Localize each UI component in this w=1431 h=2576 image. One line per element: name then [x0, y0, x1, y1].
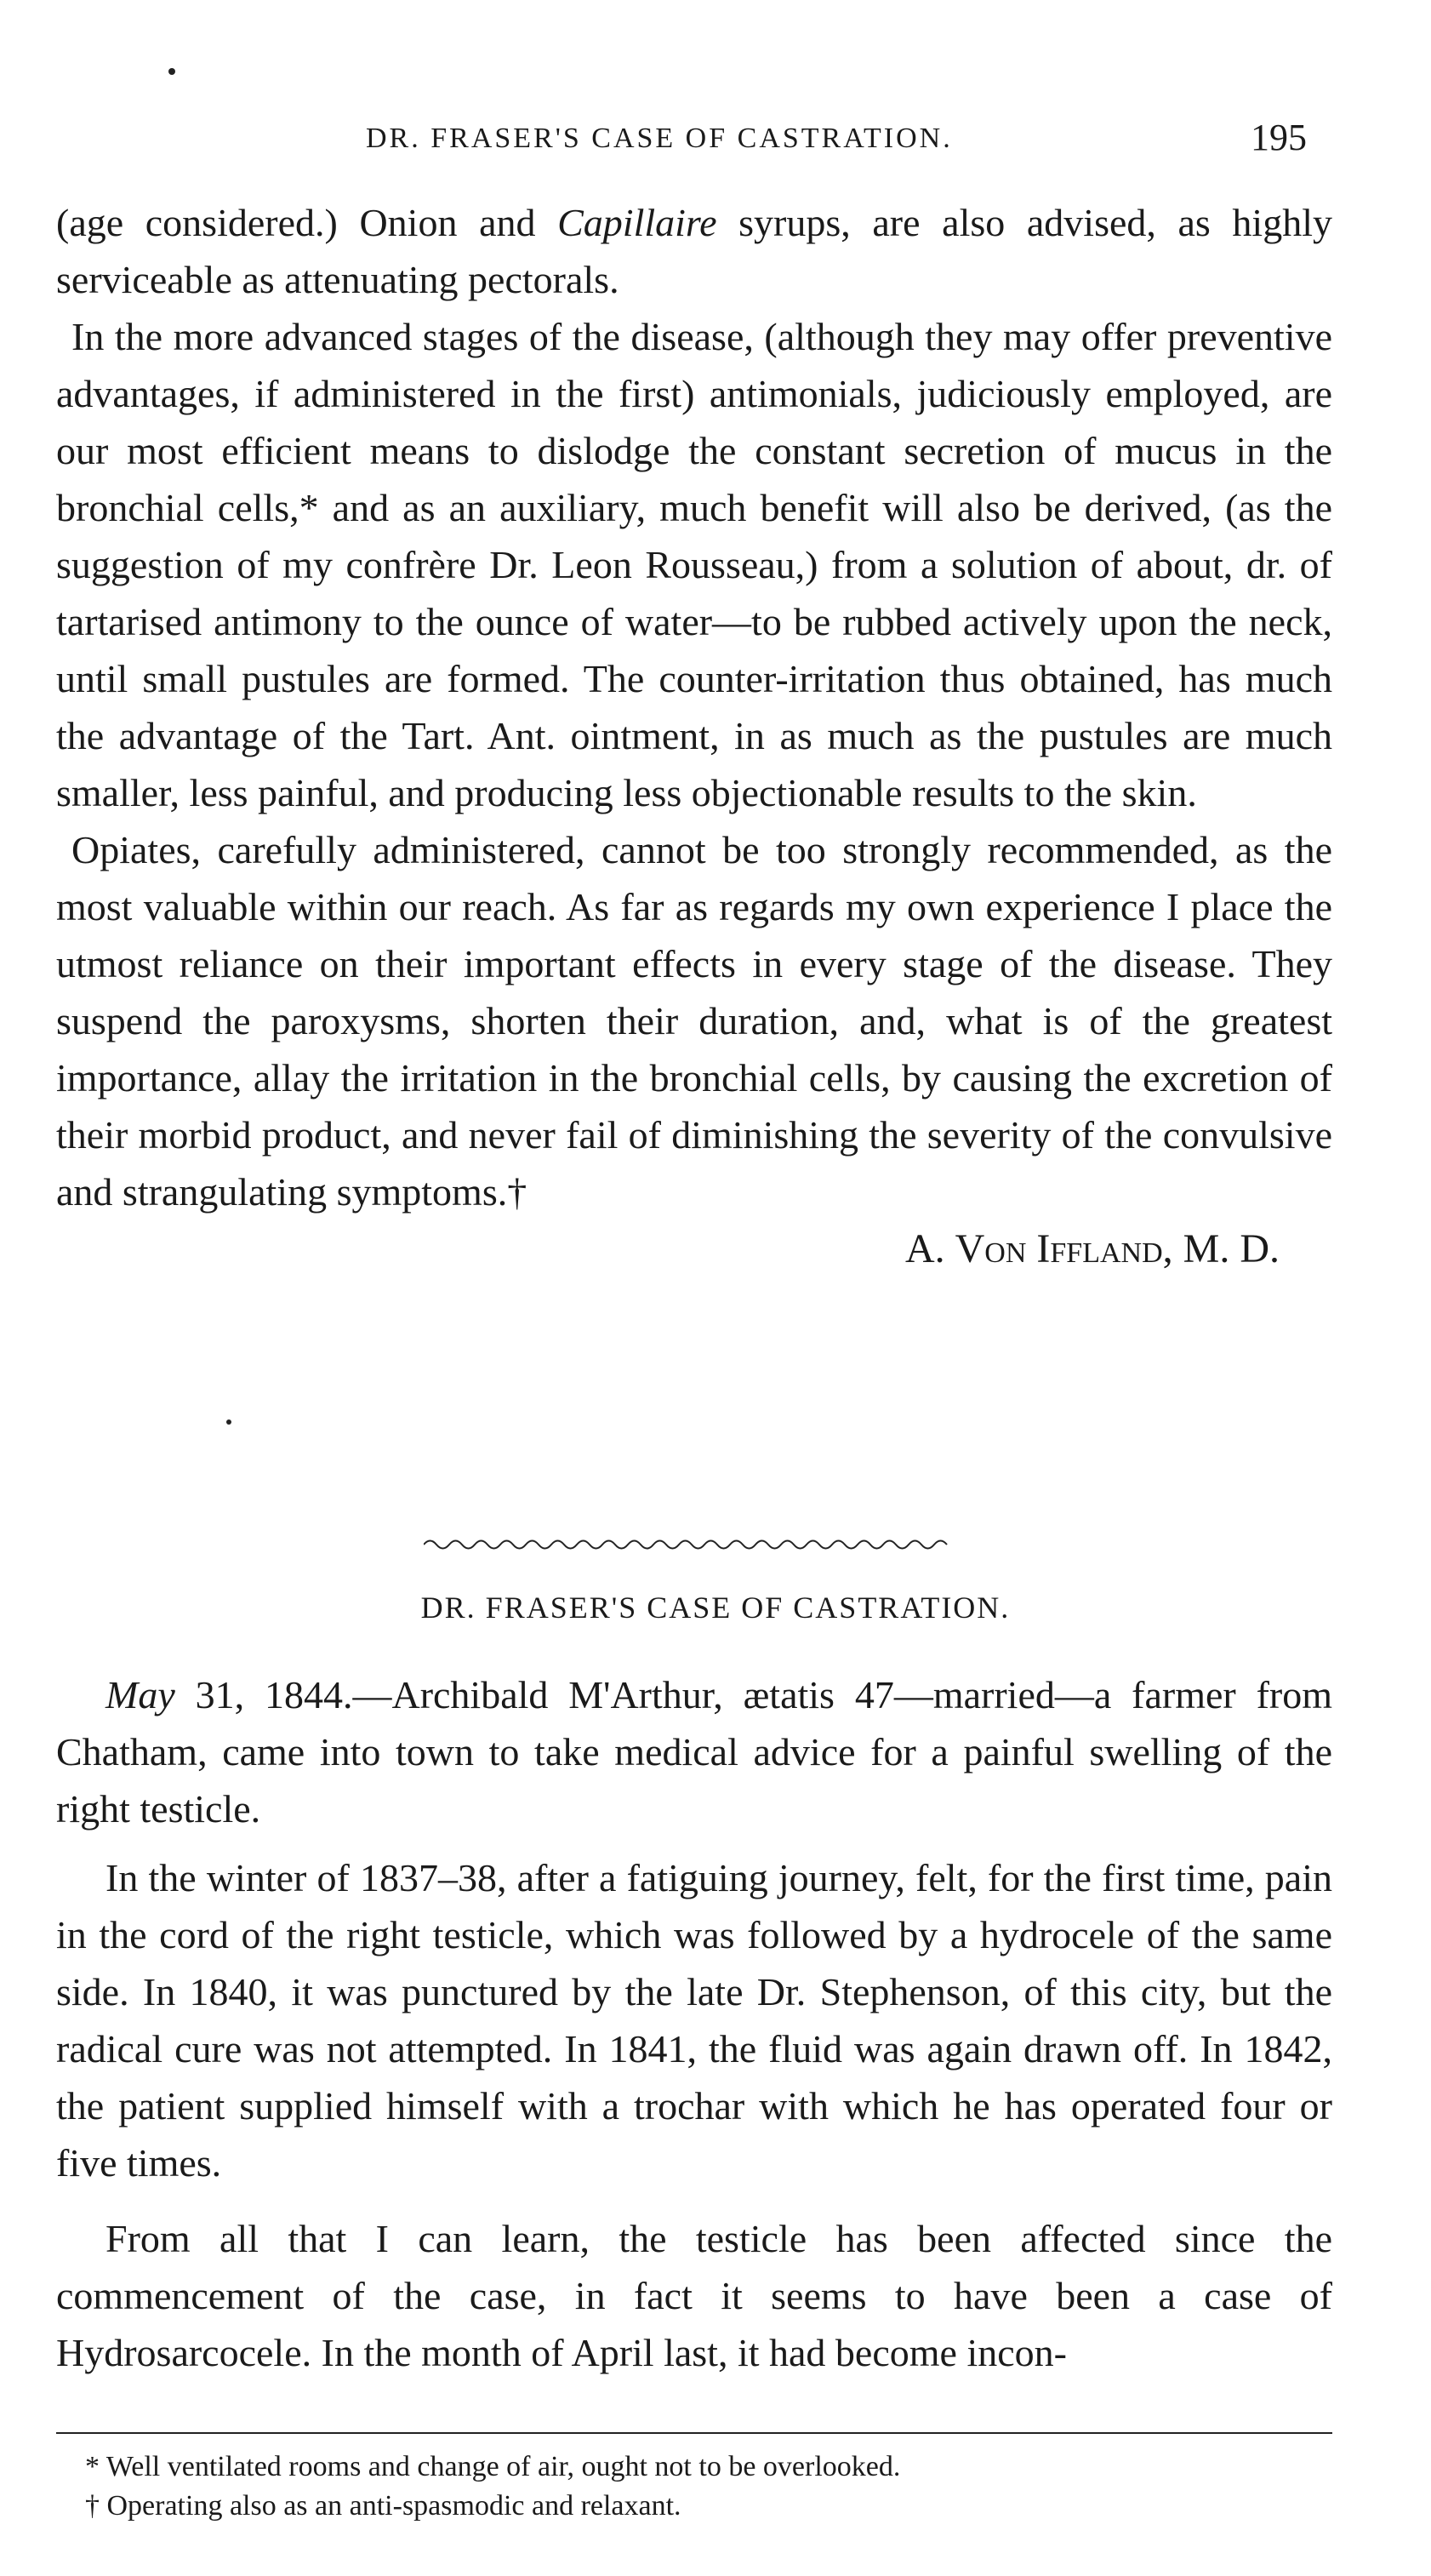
- case-report: [56, 1666, 1332, 2381]
- ink-speck: [168, 68, 175, 75]
- page-number: 195: [1251, 117, 1307, 158]
- section-title: DR. FRASER'S CASE OF CASTRATION.: [420, 1591, 1011, 1625]
- case-paragraph-2: In the winter of 1837–38, after a fatiguing journey, felt, for the first time, pain in the cord of the right testicle, which was followed by a hydrocele of the same side. In 1840, it was punctured by the late Dr. Stephenson, of this city, but the radical cure was not attempted. In 1841, the fluid was again drawn off. In 1842, the patient supplied himself with a trochar with which he has operated four or five times.: [56, 1856, 1332, 2185]
- paragraph-1: [56, 194, 1332, 308]
- author-signature: [56, 1220, 1332, 1277]
- article-continuation: [56, 194, 1332, 1277]
- running-header: [0, 116, 1431, 167]
- paragraph-2: In the more advanced stages of the disease, (although they may offer preventive advantages, if administered in the first) antimonials, judiciously employed, are our most efficient means to dislodge the constant secretion of mucus in the bronchial cells,* and as an auxiliary, much benefit will also be derived, (as the suggestion of my confrère Dr. Leon Rousseau,) from a solution of about, dr. of tartarised antimony to the ounce of water—to be rubbed actively upon the neck, until small pustules are formed. The counter-irritation thus obtained, has much the advantage of the Tart. Ant. ointment, in as much as the pustules are much smaller, less painful, and producing less objectionable results to the skin.: [56, 315, 1332, 814]
- signature-suffix: , M. D.: [1162, 1226, 1280, 1271]
- footnote-1: * Well ventilated rooms and change of air, ought not to be overlooked.: [85, 2451, 901, 2482]
- signature-prefix: A.: [904, 1226, 955, 1271]
- paragraph-1-start: (age considered.) Onion and: [56, 201, 558, 244]
- paragraph-1-italic: Capillaire: [557, 201, 717, 244]
- footnotes: [85, 2447, 1327, 2526]
- footnote-rule: [56, 2432, 1332, 2434]
- case-date-italic: May: [105, 1673, 175, 1716]
- signature-name: Von Iffland: [955, 1226, 1163, 1271]
- section-divider-ornament: [424, 1537, 951, 1552]
- case-paragraph-1-rest: 31, 1844.—Archibald M'Arthur, ætatis 47—married—a farmer from Chatham, came into town to take medical advice for a painful swelling of the right testicle.: [56, 1673, 1332, 1831]
- paragraph-1-end: syrups, are also advised, as highly serviceable as attenuating pectorals.: [56, 201, 1332, 301]
- paragraph-3: Opiates, carefully administered, cannot be too strongly recommended, as the most valuable within our reach. As far as regards my own experience I place the utmost reliance on their important effects in every stage of the disease. They suspend the paroxysms, shorten their duration, and, what is of the greatest importance, allay the irritation in the bronchial cells, by causing the excretion of their morbid product, and never fail of diminishing the severity of the convulsive and strangulating symptoms.†: [56, 828, 1332, 1214]
- footnote-2: † Operating also as an anti-spasmodic and relaxant.: [85, 2490, 681, 2522]
- case-paragraph-1: [56, 1666, 1332, 1837]
- ink-speck-2: [226, 1419, 231, 1425]
- running-title: DR. FRASER'S CASE OF CASTRATION.: [366, 123, 953, 154]
- case-paragraph-3: From all that I can learn, the testicle has been affected since the commencement of the case, in fact it seems to have been a case of Hydrosarcocele. In the month of April last, it had become incon-: [56, 2217, 1332, 2374]
